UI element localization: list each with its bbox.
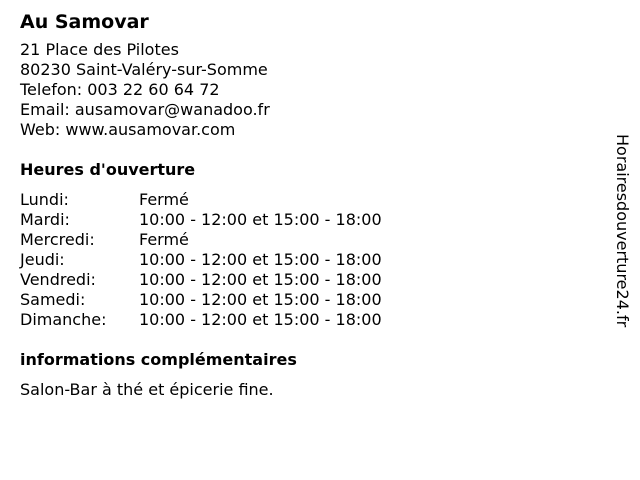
hours-time: Fermé [139,190,189,209]
watermark [608,134,636,374]
address-line-1: 21 Place des Pilotes [20,40,179,59]
hours-row [20,310,580,330]
business-name: Au Samovar [20,11,149,33]
hours-row [20,190,580,210]
hours-day: Dimanche: [20,310,107,329]
hours-time: Fermé [139,230,189,249]
hours-table [20,190,580,330]
hours-time: 10:00 - 12:00 et 15:00 - 18:00 [139,250,382,269]
hours-day: Jeudi: [20,250,65,269]
hours-day: Mardi: [20,210,70,229]
phone-line: Telefon: 003 22 60 64 72 [20,80,220,99]
hours-day: Vendredi: [20,270,96,289]
hours-time: 10:00 - 12:00 et 15:00 - 18:00 [139,210,382,229]
address-line-2: 80230 Saint-Valéry-sur-Somme [20,60,268,79]
web-line: Web: www.ausamovar.com [20,120,236,139]
hours-time: 10:00 - 12:00 et 15:00 - 18:00 [139,270,382,289]
email-line: Email: ausamovar@wanadoo.fr [20,100,270,119]
hours-row [20,270,580,290]
hours-day: Lundi: [20,190,69,209]
business-card [20,8,580,400]
info-text: Salon-Bar à thé et épicerie fine. [20,380,274,399]
watermark-text: Horairesdouverture24.fr [613,134,632,328]
hours-day: Samedi: [20,290,86,309]
hours-row [20,210,580,230]
hours-heading: Heures d'ouverture [20,160,196,179]
hours-time: 10:00 - 12:00 et 15:00 - 18:00 [139,290,382,309]
hours-row [20,290,580,310]
hours-row [20,230,580,250]
hours-day: Mercredi: [20,230,95,249]
info-heading: informations complémentaires [20,350,297,369]
hours-time: 10:00 - 12:00 et 15:00 - 18:00 [139,310,382,329]
hours-row [20,250,580,270]
